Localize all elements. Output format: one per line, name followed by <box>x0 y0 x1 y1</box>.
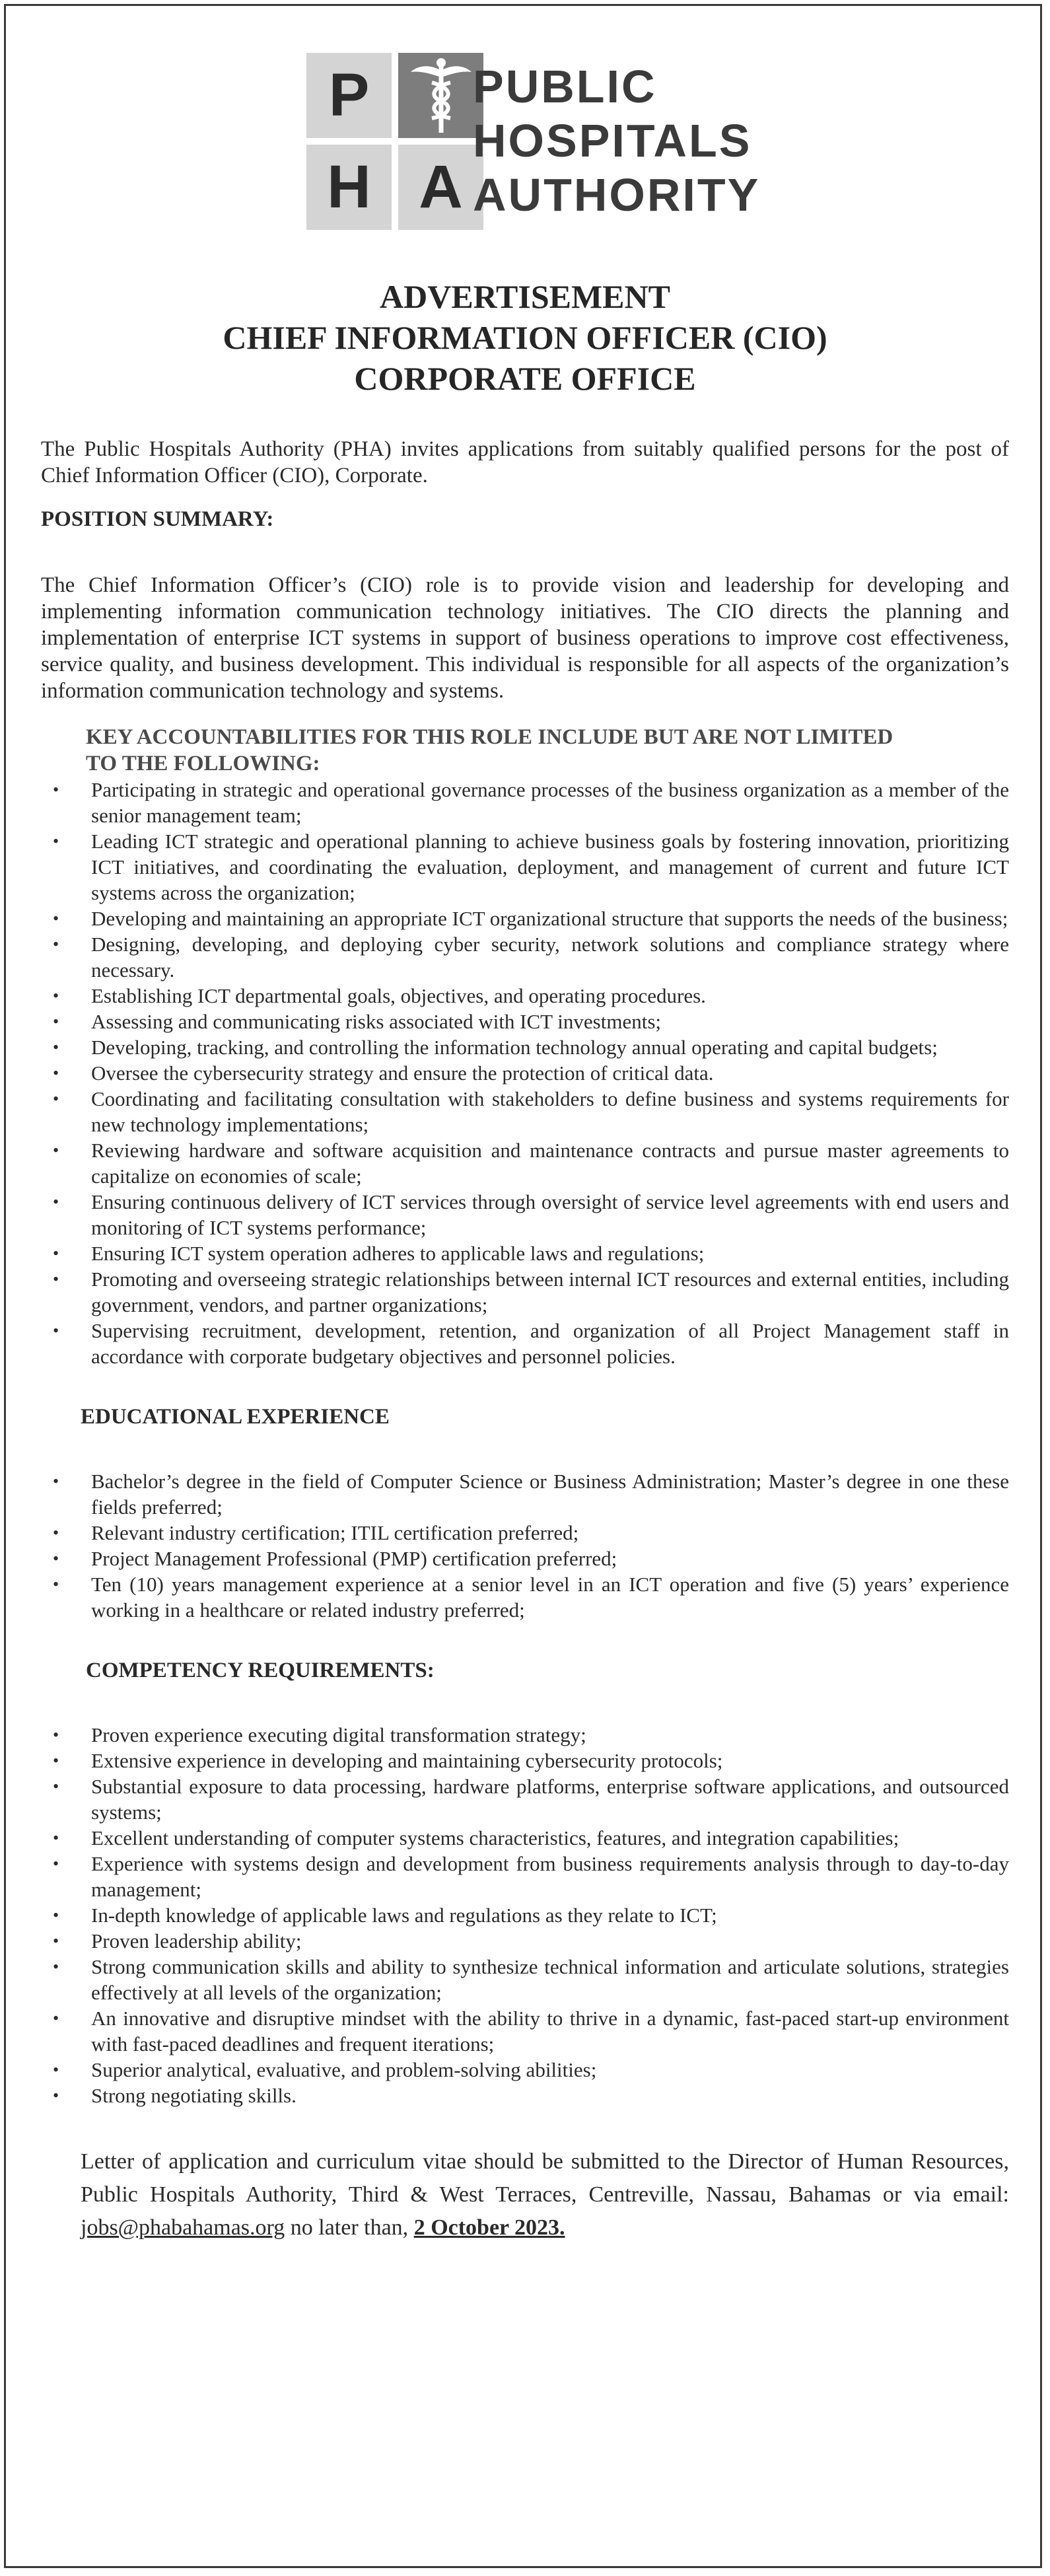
list-item <box>41 1266 1009 1318</box>
list-item <box>41 1928 1009 1954</box>
bullet-icon: • <box>53 780 59 799</box>
bullet-icon: • <box>53 1089 59 1108</box>
accountabilities-title-line2: TO THE FOLLOWING: <box>86 752 320 775</box>
list-item-text: Establishing ICT departmental goals, objectives, and operating procedures. <box>91 984 706 1007</box>
education-title: EDUCATIONAL EXPERIENCE <box>81 1405 390 1429</box>
list-item <box>41 931 1009 983</box>
bullet-icon: • <box>53 1549 59 1568</box>
list-item-text: Proven leadership ability; <box>91 1929 302 1952</box>
list-item <box>41 1189 1009 1240</box>
advertisement-heading <box>0 276 1050 399</box>
accountabilities-title-line1: KEY ACCOUNTABILITIES FOR THIS ROLE INCLUDE BUT ARE NOT LIMITED <box>86 725 893 749</box>
list-item-text: Promoting and overseeing strategic relationships between internal ICT resources and external entities, including government, vendors, and partner organizations; <box>91 1268 1009 1316</box>
list-item <box>41 1954 1009 2005</box>
bullet-icon: • <box>53 1931 59 1950</box>
list-item-text: Developing and maintaining an appropriate ICT organizational structure that supports the needs of the business; <box>91 907 1008 930</box>
list-item-text: Coordinating and facilitating consultation with stakeholders to define business and systems requirements for new technology implementations; <box>91 1087 1009 1136</box>
bullet-icon: • <box>53 1192 59 1211</box>
bullet-icon: • <box>53 1777 59 1796</box>
list-item <box>41 828 1009 906</box>
list-item <box>41 1240 1009 1266</box>
list-item-text: Strong negotiating skills. <box>91 2084 297 2107</box>
bullet-icon: • <box>53 986 59 1005</box>
logo-line-public: PUBLIC <box>473 61 657 112</box>
bullet-icon: • <box>53 1472 59 1491</box>
bullet-icon: • <box>53 1906 59 1925</box>
list-item-text: An innovative and disruptive mindset with the ability to thrive in a dynamic, fast-paced start-up environment with fast-paced deadlines and frequent iterations; <box>91 2007 1009 2056</box>
bullet-icon: • <box>53 1725 59 1744</box>
logo-letter-h: H <box>306 145 392 230</box>
list-item-text: Participating in strategic and operational governance processes of the business organization as a member of the senior management team; <box>91 778 1009 827</box>
deadline-date: 2 October 2023. <box>413 2215 565 2240</box>
list-item <box>41 1748 1009 1773</box>
heading-line-position: CHIEF INFORMATION OFFICER (CIO) <box>223 319 827 356</box>
bullet-icon: • <box>53 1957 59 1976</box>
list-item <box>41 1137 1009 1189</box>
list-item <box>41 1851 1009 1902</box>
list-item-text: Designing, developing, and deploying cyber security, network solutions and compliance strategy where necessary. <box>91 933 1009 982</box>
heading-line-advertisement: ADVERTISEMENT <box>380 278 670 315</box>
list-item <box>41 1060 1009 1086</box>
list-item-text: In-depth knowledge of applicable laws and regulations as they relate to ICT; <box>91 1904 717 1927</box>
list-item <box>41 983 1009 1009</box>
list-item-text: Experience with systems design and development from business requirements analysis through to day-to-day management; <box>91 1852 1009 1901</box>
bullet-icon: • <box>53 1012 59 1031</box>
list-item <box>41 1520 1009 1546</box>
advertisement-body <box>41 436 1009 2244</box>
list-item-text: Excellent understanding of computer systems characteristics, features, and integration capabilities; <box>91 1826 899 1849</box>
logo-grid <box>306 53 483 230</box>
list-item <box>41 1571 1009 1623</box>
bullet-icon: • <box>53 935 59 954</box>
list-item-text: Superior analytical, evaluative, and problem-solving abilities; <box>91 2058 597 2081</box>
bullet-icon: • <box>53 832 59 851</box>
logo-letter-p: P <box>306 53 392 138</box>
contact-email-link[interactable]: jobs@phabahamas.org <box>81 2215 285 2240</box>
bullet-icon: • <box>53 909 59 928</box>
closing-text-before: Letter of application and curriculum vitae should be submitted to the Director of Human Resources, Public Hospitals Authority, Third & West Terraces, Centreville, Nassau, Bahamas or via email: <box>81 2149 1009 2207</box>
bullet-icon: • <box>53 1038 59 1057</box>
competency-list <box>41 1722 1009 2108</box>
bullet-icon: • <box>53 1523 59 1542</box>
list-item-text: Bachelor’s degree in the field of Computer Science or Business Administration; Master’s degree in one these fields preferred; <box>91 1470 1009 1519</box>
list-item <box>41 1009 1009 1034</box>
closing-paragraph <box>81 2145 1009 2244</box>
position-summary-text: The Chief Information Officer’s (CIO) role is to provide vision and leadership for developing and implementing information communication technology initiatives. The CIO directs the planning and implementation of enterprise ICT systems in support of business operations to improve cost effectiveness, service quality, and business development. This individual is responsible for all aspects of the organization’s information communication technology and systems. <box>41 573 1009 703</box>
list-item-text: Leading ICT strategic and operational planning to achieve business goals by fostering innovation, prioritizing ICT initiatives, and coordinating the evaluation, deployment, and management of current and future ICT systems across the organization; <box>91 830 1009 904</box>
bullet-icon: • <box>53 2060 59 2079</box>
list-item <box>41 906 1009 931</box>
list-item <box>41 2057 1009 2083</box>
list-item-text: Ensuring continuous delivery of ICT services through oversight of service level agreements with end users and monitoring of ICT systems performance; <box>91 1190 1009 1239</box>
list-item-text: Oversee the cybersecurity strategy and ensure the protection of critical data. <box>91 1061 714 1085</box>
bullet-icon: • <box>53 2009 59 2028</box>
list-item-text: Ten (10) years management experience at a senior level in an ICT operation and five (5) years’ experience working in a healthcare or related industry preferred; <box>91 1573 1009 1622</box>
caduceus-icon <box>398 53 483 138</box>
list-item-text: Strong communication skills and ability to synthesize technical information and articulate solutions, strategies effectively at all levels of the organization; <box>91 1955 1009 2004</box>
education-list <box>41 1468 1009 1623</box>
bullet-icon: • <box>53 1321 59 1340</box>
bullet-icon: • <box>53 1063 59 1083</box>
list-item-text: Assessing and communicating risks associated with ICT investments; <box>91 1010 662 1033</box>
list-item <box>41 1034 1009 1060</box>
list-item-text: Developing, tracking, and controlling the information technology annual operating and capital budgets; <box>91 1036 938 1059</box>
logo-letter-a: A <box>398 145 483 230</box>
bullet-icon: • <box>53 1270 59 1289</box>
list-item <box>41 1902 1009 1928</box>
bullet-icon: • <box>53 1828 59 1847</box>
list-item <box>41 1318 1009 1369</box>
list-item <box>41 777 1009 828</box>
logo-wordmark <box>473 59 777 222</box>
list-item-text: Relevant industry certification; ITIL certification preferred; <box>91 1521 579 1544</box>
list-item <box>41 1546 1009 1571</box>
list-item <box>41 1825 1009 1851</box>
bullet-icon: • <box>53 1141 59 1160</box>
list-item <box>41 2005 1009 2057</box>
list-item <box>41 1722 1009 1748</box>
bullet-icon: • <box>53 1244 59 1263</box>
pha-logo <box>306 53 769 230</box>
intro-paragraph: The Public Hospitals Authority (PHA) invites applications from suitably qualified persons for the post of Chief Information Officer (CIO), Corporate. <box>41 437 1009 487</box>
list-item <box>41 2083 1009 2108</box>
position-summary-title: POSITION SUMMARY: <box>41 507 274 531</box>
list-item-text: Proven experience executing digital transformation strategy; <box>91 1723 586 1746</box>
logo-line-hospitals: HOSPITALS <box>473 115 752 166</box>
list-item-text: Project Management Professional (PMP) certification preferred; <box>91 1547 617 1570</box>
bullet-icon: • <box>53 1854 59 1873</box>
bullet-icon: • <box>53 1751 59 1770</box>
accountabilities-title <box>86 724 1009 777</box>
closing-text-middle: no later than, <box>285 2215 414 2240</box>
heading-line-office: CORPORATE OFFICE <box>354 360 696 397</box>
list-item-text: Reviewing hardware and software acquisition and maintenance contracts and pursue master agreements to capitalize on economies of scale; <box>91 1139 1009 1188</box>
logo-line-authority: AUTHORITY <box>473 169 761 221</box>
list-item-text: Substantial exposure to data processing, hardware platforms, enterprise software applications, and outsourced systems; <box>91 1775 1009 1824</box>
bullet-icon: • <box>53 1575 59 1594</box>
list-item-text: Ensuring ICT system operation adheres to applicable laws and regulations; <box>91 1242 705 1265</box>
bullet-icon: • <box>53 2086 59 2105</box>
list-item-text: Supervising recruitment, development, retention, and organization of all Project Management staff in accordance with corporate budgetary objectives and personnel policies. <box>91 1319 1009 1368</box>
competency-title: COMPETENCY REQUIREMENTS: <box>86 1659 435 1682</box>
accountabilities-list <box>41 777 1009 1369</box>
list-item <box>41 1086 1009 1137</box>
list-item <box>41 1468 1009 1520</box>
list-item-text: Extensive experience in developing and maintaining cybersecurity protocols; <box>91 1749 723 1772</box>
list-item <box>41 1773 1009 1825</box>
